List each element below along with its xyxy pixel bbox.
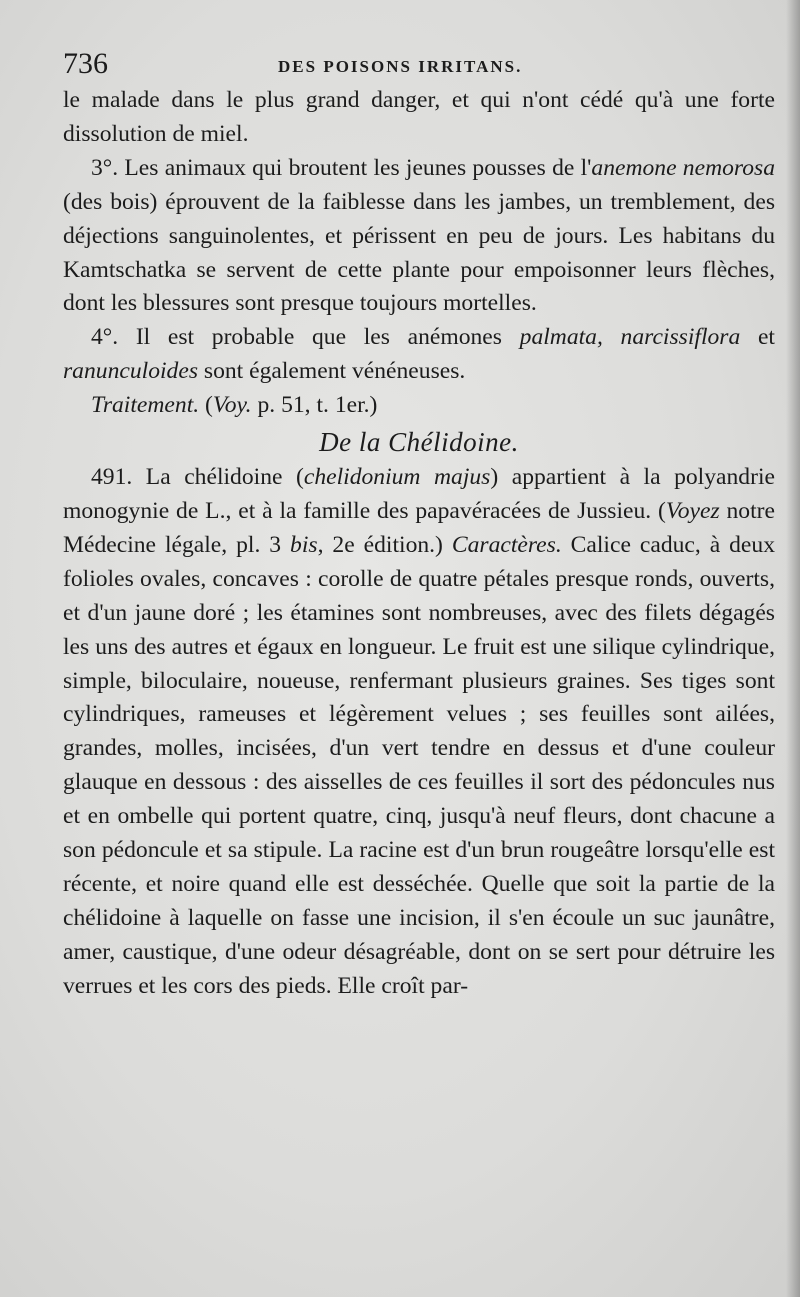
page-edge-shadow [786,0,800,1297]
paragraph-text: notre Médecine légale, pl. 3 [63,497,775,558]
paragraph-text: Il est probable que les anémones [118,324,520,351]
bis-word: bis [290,531,318,558]
treatment-line [63,389,775,423]
paragraph-text: Calice caduc, à deux folioles ovales, concaves : corolle de quatre pétales presque ronds, ouverts, et d'un jaune doré ; les étamines sont nombreuses, avec des filets dégagés les uns des autres et égaux en longueur. Le fruit est une silique cylindrique, simple, biloculaire, noueuse, renfermant plusieurs graines. Ses tiges sont cylindriques, rameuses et légèrement velues ; ses feuilles sont ailées, grandes, molles, incisées, d'un vert tendre en dessus et d'une couleur glauque en dessous : des aisselles de ces feuilles il sort des pédoncules nus et en ombelle qui portent quatre, cinq, jusqu'à neuf fleurs, dont chacune a son pédoncule et sa stipule. La racine est d'un brun rougeâtre lorsqu'elle est récente, et noire quand elle est desséchée. Quelle que soit la partie de la chélidoine à laquelle on fasse une incision, il s'en écoule un suc jaunâtre, amer, caustique, d'une odeur désagréable, dont on se sert pour détruire les verrues et les cors des pieds. Elle croît par- [63,531,775,999]
voyez-word: Voyez [665,497,720,524]
caracteres-label: Caractères. [451,531,562,558]
paragraph-text: La chélidoine ( [132,464,304,491]
paragraph-4 [63,321,775,389]
paragraph-text: (des bois) éprouvent de la faiblesse dans les jambes, un tremblement, des déjections sanguinolentes, et périssent en peu de jours. Les habitans du Kamtschatka se servent de cette plante pour empoisonner leurs flèches, dont les blessures sont presque toujours mortelles. [63,188,775,317]
page-number: 736 [63,47,108,80]
paragraph-text: , 2e édition.) [317,531,452,558]
latin-name: chelidonium majus [303,464,491,491]
paragraph-491 [63,461,775,1004]
paragraph-text: sont également vénéneuses. [198,358,466,385]
paragraph-number: 3°. [91,154,119,181]
treatment-label: Traitement. [91,392,200,419]
page-header [63,44,763,84]
paragraph-continuation: le malade dans le plus grand danger, et qui n'ont cédé qu'à une forte dissolution de miel. [63,87,775,147]
treatment-ref: p. 51, t. 1er.) [251,392,378,419]
paragraph-text: ) appartient à la polyandrie monogynie de L., et à la famille des papavéracées de Jussieu. ( [63,464,775,524]
voy-abbrev: Voy. [212,392,252,419]
paragraph-number: 491. [91,464,133,491]
paragraph-number: 4°. [91,324,119,351]
running-title: DES POISONS IRRITANS. [278,57,523,76]
species-name: ranunculoides [63,358,198,385]
species-name: anemone nemorosa [591,154,775,181]
paragraph-3 [63,152,775,322]
body-text [63,84,775,1004]
paragraph-text: et [740,324,775,351]
species-name: palmata, narcissiflora [519,324,741,351]
paragraph-text: Les animaux qui broutent les jeunes pousses de l' [118,154,592,181]
section-heading: De la Chélidoine. [319,427,519,458]
treatment-ref-open: ( [199,392,213,419]
